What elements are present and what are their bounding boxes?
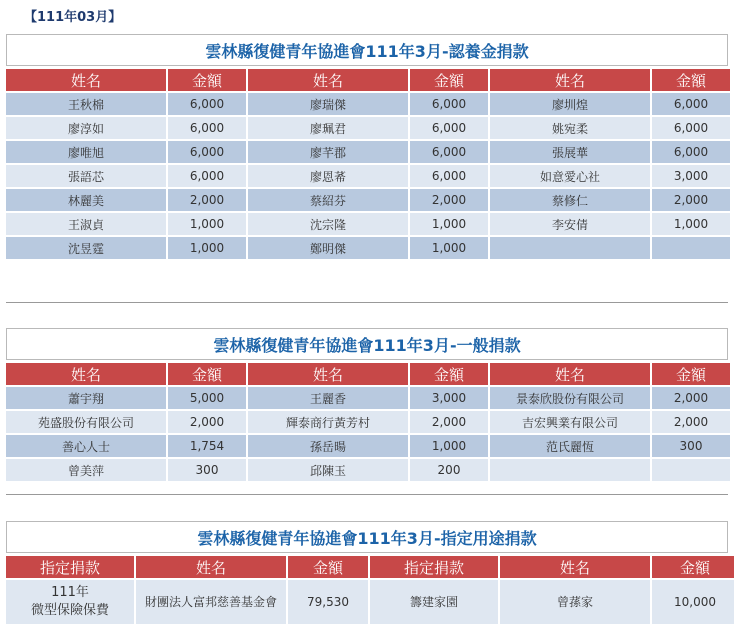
table-row xyxy=(6,237,730,259)
donor-name: 林麗美 xyxy=(6,189,166,211)
donor-name: 張語芯 xyxy=(6,165,166,187)
donor-name: 廖瑞傑 xyxy=(248,93,408,115)
designated-donation-section xyxy=(6,521,728,626)
general-donation-table xyxy=(4,361,732,483)
header-amount: 金額 xyxy=(652,363,730,385)
donation-amount: 6,000 xyxy=(410,93,488,115)
header-amount: 金額 xyxy=(652,556,734,578)
table-row xyxy=(6,411,730,433)
donation-amount: 6,000 xyxy=(168,93,246,115)
donation-amount: 1,000 xyxy=(410,435,488,457)
header-purpose: 指定捐款 xyxy=(370,556,498,578)
adoption-donation-section xyxy=(6,34,728,261)
header-name: 姓名 xyxy=(490,363,650,385)
donor-name: 蕭宇翔 xyxy=(6,387,166,409)
donation-amount: 1,000 xyxy=(652,213,730,235)
donor-name: 善心人士 xyxy=(6,435,166,457)
header-amount: 金額 xyxy=(168,363,246,385)
donation-amount xyxy=(652,237,730,259)
donation-amount: 2,000 xyxy=(652,411,730,433)
donation-amount: 2,000 xyxy=(652,387,730,409)
donor-name: 蔡紹芬 xyxy=(248,189,408,211)
header-amount: 金額 xyxy=(168,69,246,91)
general-donation-section xyxy=(6,328,728,483)
section-divider xyxy=(6,302,728,303)
donation-amount: 6,000 xyxy=(410,165,488,187)
donor-name: 孫岳暘 xyxy=(248,435,408,457)
donor-name: 王淑貞 xyxy=(6,213,166,235)
donation-purpose: 籌建家園 xyxy=(370,580,498,624)
donor-name: 姚宛柔 xyxy=(490,117,650,139)
donation-amount: 79,530 xyxy=(288,580,368,624)
donation-amount xyxy=(652,459,730,481)
donation-amount: 300 xyxy=(168,459,246,481)
donor-name xyxy=(490,237,650,259)
header-amount: 金額 xyxy=(652,69,730,91)
donor-name: 財團法人富邦慈善基金會 xyxy=(136,580,286,624)
table-row xyxy=(6,387,730,409)
donation-amount: 10,000 xyxy=(652,580,734,624)
donor-name: 蔡修仁 xyxy=(490,189,650,211)
table-header-row xyxy=(6,363,730,385)
donor-name: 廖珮君 xyxy=(248,117,408,139)
donation-amount: 1,000 xyxy=(410,213,488,235)
donor-name: 廖淳如 xyxy=(6,117,166,139)
donation-amount: 6,000 xyxy=(652,93,730,115)
donor-name: 鄭明傑 xyxy=(248,237,408,259)
table-row xyxy=(6,165,730,187)
month-label: 【111年03月】 xyxy=(24,10,122,25)
donor-name: 曾美萍 xyxy=(6,459,166,481)
section-title: 雲林縣復健青年協進會111年3月-一般捐款 xyxy=(6,328,728,360)
donation-amount: 2,000 xyxy=(168,189,246,211)
donation-amount: 2,000 xyxy=(410,189,488,211)
header-amount: 金額 xyxy=(288,556,368,578)
donor-name: 廖唯旭 xyxy=(6,141,166,163)
donation-amount: 300 xyxy=(652,435,730,457)
donation-amount: 6,000 xyxy=(410,141,488,163)
donation-amount: 200 xyxy=(410,459,488,481)
donor-name: 廖圳煌 xyxy=(490,93,650,115)
donation-amount: 6,000 xyxy=(410,117,488,139)
donation-purpose: 111年 微型保險保費 xyxy=(6,580,134,624)
donor-name: 景泰欣股份有限公司 xyxy=(490,387,650,409)
donor-name: 曾蓀家 xyxy=(500,580,650,624)
donor-name: 苑盛股份有限公司 xyxy=(6,411,166,433)
donation-amount: 6,000 xyxy=(168,117,246,139)
donor-name: 沈宗隆 xyxy=(248,213,408,235)
section-divider xyxy=(6,494,728,495)
donor-name: 王麗香 xyxy=(248,387,408,409)
table-row xyxy=(6,117,730,139)
donor-name: 王秋棉 xyxy=(6,93,166,115)
donation-amount: 1,000 xyxy=(168,213,246,235)
table-header-row xyxy=(6,556,734,578)
donor-name: 沈昱霆 xyxy=(6,237,166,259)
table-row xyxy=(6,459,730,481)
donor-name: 李安倩 xyxy=(490,213,650,235)
donor-name: 范氏麗恆 xyxy=(490,435,650,457)
table-row xyxy=(6,435,730,457)
donor-name: 張展華 xyxy=(490,141,650,163)
table-header-row xyxy=(6,69,730,91)
donor-name: 如意愛心社 xyxy=(490,165,650,187)
donation-amount: 2,000 xyxy=(410,411,488,433)
header-purpose: 指定捐款 xyxy=(6,556,134,578)
header-name: 姓名 xyxy=(248,363,408,385)
header-amount: 金額 xyxy=(410,69,488,91)
donation-amount: 1,754 xyxy=(168,435,246,457)
table-row xyxy=(6,189,730,211)
donor-name: 邱陳玉 xyxy=(248,459,408,481)
donation-amount: 2,000 xyxy=(168,411,246,433)
donation-amount: 6,000 xyxy=(652,141,730,163)
table-row xyxy=(6,93,730,115)
donor-name: 廖芊郡 xyxy=(248,141,408,163)
table-row xyxy=(6,580,734,624)
header-name: 姓名 xyxy=(248,69,408,91)
table-row xyxy=(6,213,730,235)
donor-name: 廖恩莃 xyxy=(248,165,408,187)
header-name: 姓名 xyxy=(6,69,166,91)
donor-name xyxy=(490,459,650,481)
section-title: 雲林縣復健青年協進會111年3月-認養金捐款 xyxy=(6,34,728,66)
header-name: 姓名 xyxy=(500,556,650,578)
header-amount: 金額 xyxy=(410,363,488,385)
donation-amount: 1,000 xyxy=(410,237,488,259)
adoption-donation-table xyxy=(4,67,732,261)
donation-amount: 3,000 xyxy=(410,387,488,409)
donation-amount: 2,000 xyxy=(652,189,730,211)
donation-amount: 6,000 xyxy=(652,117,730,139)
donation-amount: 6,000 xyxy=(168,141,246,163)
donor-name: 輝泰商行黃芳村 xyxy=(248,411,408,433)
header-name: 姓名 xyxy=(136,556,286,578)
section-title: 雲林縣復健青年協進會111年3月-指定用途捐款 xyxy=(6,521,728,553)
designated-donation-table xyxy=(4,554,734,626)
header-name: 姓名 xyxy=(6,363,166,385)
table-row xyxy=(6,141,730,163)
header-name: 姓名 xyxy=(490,69,650,91)
donation-amount: 5,000 xyxy=(168,387,246,409)
donation-amount: 6,000 xyxy=(168,165,246,187)
donation-amount: 3,000 xyxy=(652,165,730,187)
donor-name: 吉宏興業有限公司 xyxy=(490,411,650,433)
donation-amount: 1,000 xyxy=(168,237,246,259)
